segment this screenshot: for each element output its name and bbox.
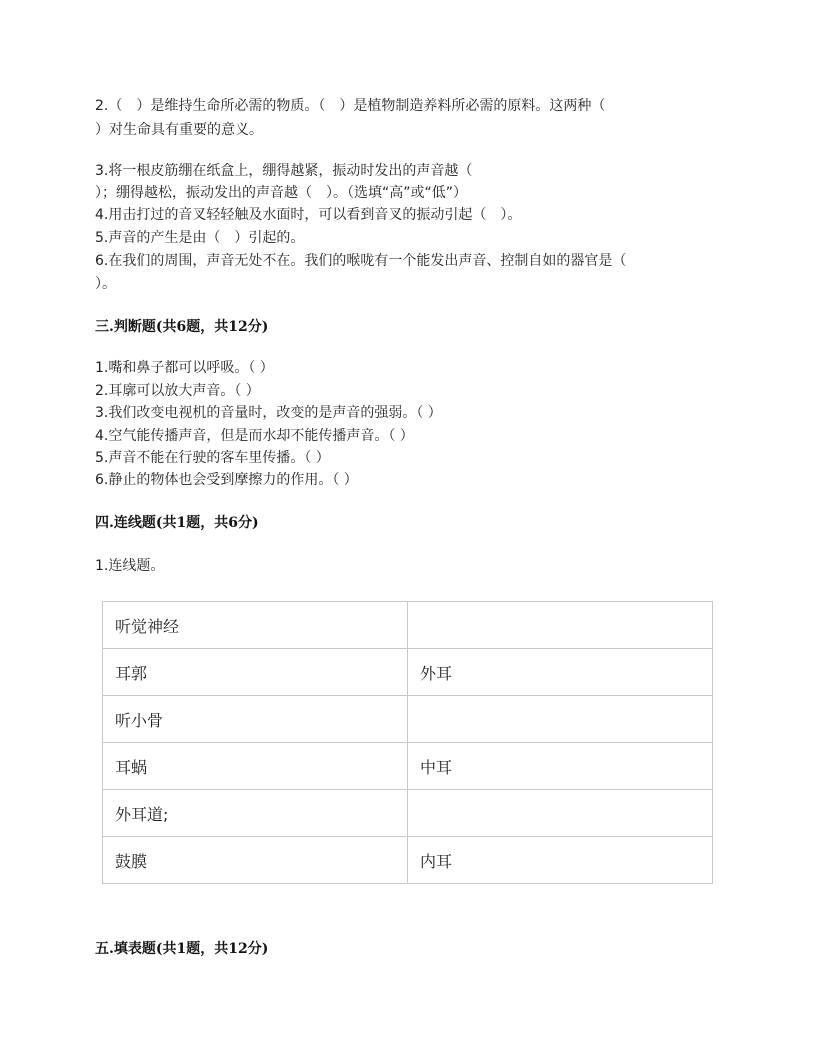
matching-question: 1.连线题。: [95, 558, 165, 574]
section-5-heading: 五.填表题(共1题，共12分): [95, 941, 269, 957]
table-row: [103, 649, 713, 696]
judgment-item-2: 2.耳廓可以放大声音。（ ）: [95, 383, 260, 399]
table-cell: 听小骨: [103, 696, 408, 743]
table-cell: 外耳: [408, 649, 713, 696]
question-6-line-2: ）。: [95, 276, 116, 292]
question-6-line-1: 6.在我们的周围，声音无处不在。我们的喉咙有一个能发出声音、控制自如的器官是（: [95, 253, 627, 269]
matching-table: [102, 601, 713, 884]
table-cell: [408, 696, 713, 743]
judgment-item-6: 6.静止的物体也会受到摩擦力的作用。（ ）: [95, 472, 358, 488]
section-4-heading: 四.连线题(共1题，共6分): [95, 515, 259, 531]
judgment-item-5: 5.声音不能在行驶的客车里传播。（ ）: [95, 450, 330, 466]
table-cell: [408, 790, 713, 837]
table-cell: 耳蜗: [103, 743, 408, 790]
question-3-line-1: 3.将一根皮筋绷在纸盒上，绷得越紧，振动时发出的声音越（: [95, 163, 473, 179]
table-cell: [408, 602, 713, 649]
table-cell: 外耳道;: [103, 790, 408, 837]
question-4: 4.用击打过的音叉轻轻触及水面时，可以看到音叉的振动引起（ ）。: [95, 207, 522, 223]
table-row: [103, 696, 713, 743]
judgment-item-3: 3.我们改变电视机的音量时，改变的是声音的强弱。（ ）: [95, 405, 442, 421]
table-row: [103, 602, 713, 649]
section-3-heading: 三.判断题(共6题，共12分): [95, 319, 269, 335]
judgment-item-4: 4.空气能传播声音，但是而水却不能传播声音。（ ）: [95, 428, 414, 444]
table-cell: 听觉神经: [103, 602, 408, 649]
table-cell: 中耳: [408, 743, 713, 790]
table-cell: 鼓膜: [103, 837, 408, 884]
table-cell: 耳郭: [103, 649, 408, 696]
question-3-line-2: ）；绷得越松，振动发出的声音越（ ）。（选填“高”或“低”）: [95, 185, 468, 201]
table-row: [103, 837, 713, 884]
table-cell: 内耳: [408, 837, 713, 884]
judgment-item-1: 1.嘴和鼻子都可以呼吸。（ ）: [95, 360, 274, 376]
question-5: 5.声音的产生是由（ ）引起的。: [95, 230, 305, 246]
question-2-line-2: ）对生命具有重要的意义。: [95, 122, 263, 138]
table-row: [103, 743, 713, 790]
table-row: [103, 790, 713, 837]
question-2-line-1: 2.（ ）是维持生命所必需的物质。（ ）是植物制造养料所必需的原料。这两种（: [95, 98, 606, 114]
